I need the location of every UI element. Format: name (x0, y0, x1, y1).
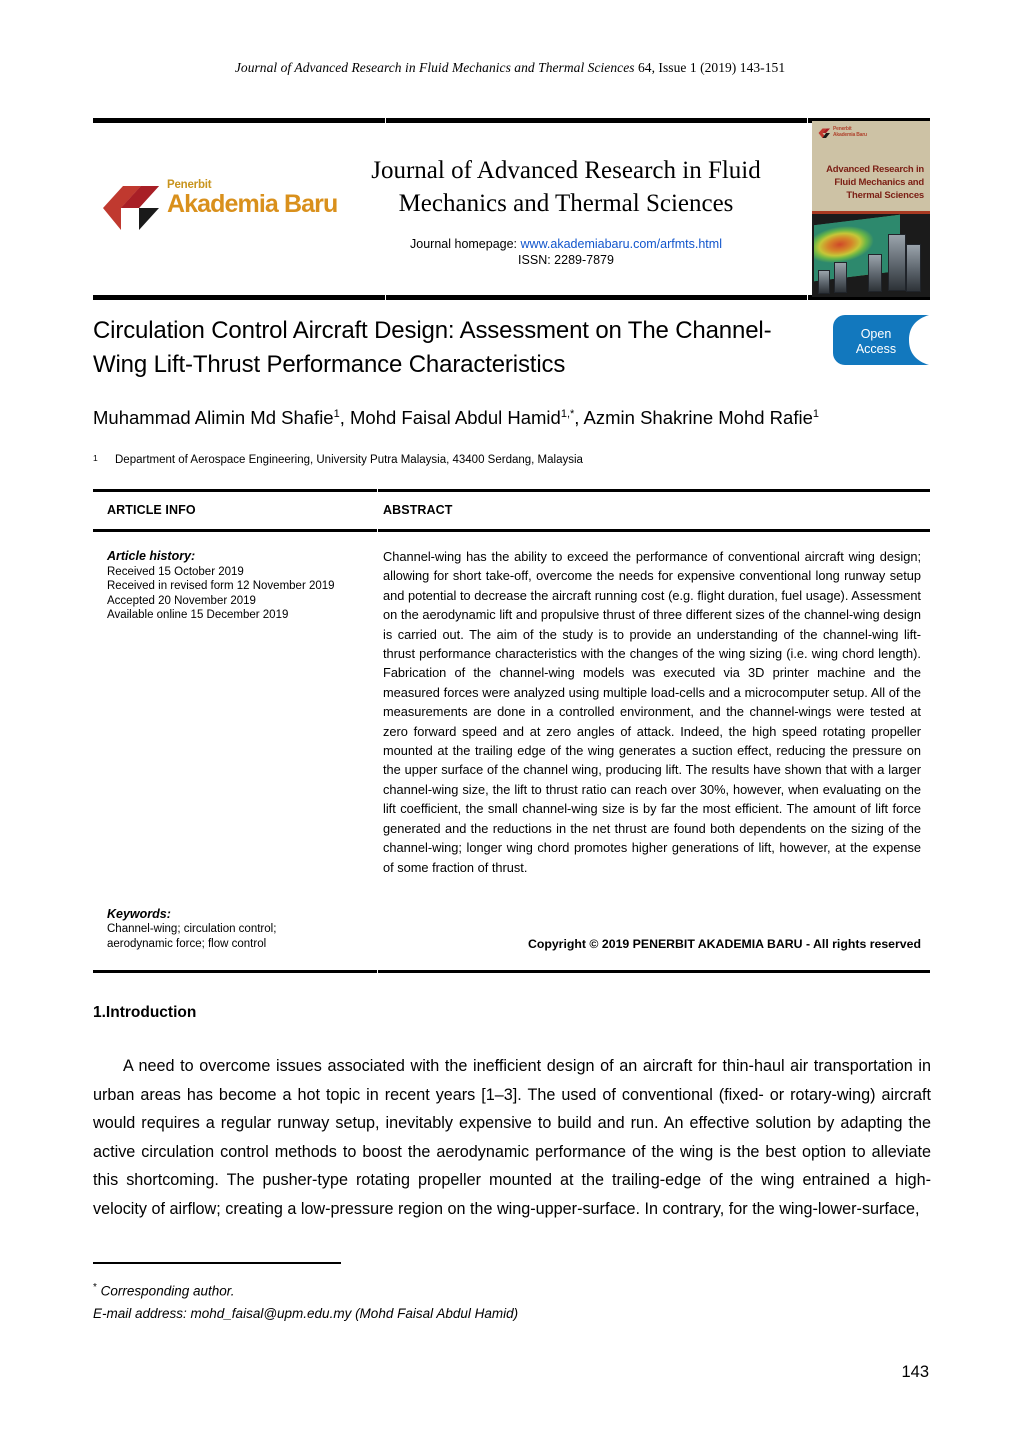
running-head-journal: Journal of Advanced Research in Fluid Mechanics and Thermal Sciences (234, 60, 635, 75)
building-shape (834, 262, 847, 293)
section-heading-introduction: 1.Introduction (93, 1004, 197, 1021)
building-shape (868, 254, 882, 292)
running-head (0, 60, 1020, 76)
abstract-heading: ABSTRACT (383, 503, 453, 517)
article-info-heading: ARTICLE INFO (107, 503, 196, 517)
cover-diamond-icon (818, 127, 831, 140)
corresponding-author-text: Corresponding author. (100, 1283, 235, 1299)
publisher-name-main: Akademia Baru (167, 190, 338, 218)
footnote-block (93, 1277, 793, 1325)
journal-masthead (93, 118, 930, 300)
journal-title: Journal of Advanced Research in Fluid Mechanics and Thermal Sciences (371, 157, 761, 217)
history-line: Accepted 20 November 2019 (107, 594, 256, 607)
keywords-line: aerodynamic force; flow control (107, 938, 267, 950)
building-shape (888, 234, 906, 291)
info-table-top-rule (93, 489, 930, 492)
page-number: 143 (901, 1363, 929, 1381)
corresponding-author-note (93, 1277, 793, 1303)
keywords-line: Channel-wing; circulation control; (107, 923, 277, 935)
masthead-divider-right (807, 118, 808, 300)
affiliation-text: Department of Aerospace Engineering, University Putra Malaysia, 43400 Serdang, Malaysia (115, 454, 583, 466)
open-access-line1: Open (860, 327, 892, 341)
building-shape (818, 270, 830, 294)
article-history (107, 549, 369, 623)
publisher-logo-text (167, 179, 338, 218)
affiliation-marker: 1 (93, 453, 98, 463)
article-info-table (93, 489, 930, 973)
introduction-paragraph: A need to overcome issues associated with the inefficient design of an aircraft for thin-haul air transportation in urban areas has become a hot topic in recent years [1–3]. The used of conventional (fixed- or rotary-wing) aircraft would requires a regular runway setup, inevitably expensive to build and run. An effective solution by adapting the active circulation control methods to boost the aerodynamic performance of the wing is the best option to alleviate this shortcoming. The pusher-type rotating propeller mounted at the trailing-edge of the wing entrained a high-velocity of airflow; creating a low-pressure region on the wing-upper-surface. In contrary, for the wing-lower-surface, (93, 1057, 931, 1218)
masthead-top-rule (93, 118, 930, 123)
publisher-name-top: Penerbit (167, 179, 212, 191)
keywords-label: Keywords: (107, 907, 171, 921)
cover-cfd-image (812, 214, 930, 297)
cover-title: Advanced Research in Fluid Mechanics and Thermal Sciences (826, 164, 924, 201)
open-access-label (839, 327, 913, 356)
open-access-badge[interactable] (833, 315, 929, 365)
journal-homepage (325, 236, 807, 253)
author-list: Muhammad Alimin Md Shafie$^1$, Mohd Faisal Abdul Hamid$^{1,*}$, Azmin Shakrine Mohd Rafie$^1$ (93, 407, 819, 429)
running-head-issue: 64, Issue 1 (2019) 143-151 (634, 60, 786, 75)
masthead-bottom-rule (93, 295, 930, 300)
journal-homepage-link[interactable]: www.akademiabaru.com/arfmts.html (520, 237, 722, 251)
publisher-logo (95, 166, 338, 252)
info-table-column-divider (377, 489, 378, 973)
email-line: E-mail address: mohd_faisal@upm.edu.my (Mohd Faisal Abdul Hamid) (93, 1305, 519, 1321)
cover-publisher-name: Penerbit Akademia Baru (833, 126, 867, 138)
history-line: Received in revised form 12 November 2019 (107, 580, 335, 592)
history-line: Received 15 October 2019 (107, 565, 244, 578)
akademia-baru-diamond-icon (101, 178, 165, 240)
article-history-label: Article history: (107, 549, 196, 563)
cover-publisher-logo (818, 126, 878, 142)
footnote-separator (93, 1262, 341, 1264)
history-line: Available online 15 December 2019 (107, 609, 289, 621)
info-table-bottom-rule (93, 970, 930, 973)
journal-homepage-label: Journal homepage: (410, 237, 521, 251)
info-table-header-rule (93, 529, 930, 532)
journal-issn: ISSN: 2289-7879 (518, 253, 614, 267)
page-title: Circulation Control Aircraft Design: Assessment on The Channel-Wing Lift-Thrust Performance Characteristics (93, 317, 772, 378)
journal-cover-thumbnail (812, 121, 930, 297)
open-access-line2: Access (855, 341, 897, 356)
copyright-notice: Copyright © 2019 PENERBIT AKADEMIA BARU - All rights reserved (527, 937, 921, 951)
abstract-text: Channel-wing has the ability to exceed the performance of conventional aircraft wing design; allowing for short take-off, overcome the needs for expensive conventional long runway setup and potential to decrease the aircraft running cost (e.g. flight duration, fuel usage). Assessment on the aerodynamic lift and propulsive thrust of three different sizes of the channel-wing design is carried out. The aim of the study is to provide an understanding of the channel-wing lift-thrust performance characteristics with the changes of the wing sizing (i.e. wing chord length). Fabrication of the channel-wing models was executed via 3D printer machine and the measured forces were analyzed using multiple load-cells and a microcomputer setup. All of the measurements are done in a controlled environment, and the channel-wings were tested at zero forward speed and at zero angles of attack. Indeed, the high speed rotating propeller mounted at the trailing edge of the wing generates a suction effect, reducing the pressure on the upper surface of the channel wing, producing lift. The results have shown that with a larger channel-wing size, the lift to thrust ratio can reach over 30%, however, when evaluating on the lift coefficient, the small channel-wing size is by far the most efficient. The amount of lift force generated and the reductions in the net thrust are found both dependents on the sizing of the channel-wing; longer wing chord promotes higher generations of lift, however, at the expense of some fraction of thrust. (383, 549, 921, 875)
footnote-star-marker: * (93, 1282, 97, 1293)
keywords-block (107, 907, 369, 952)
building-shape (906, 244, 921, 292)
